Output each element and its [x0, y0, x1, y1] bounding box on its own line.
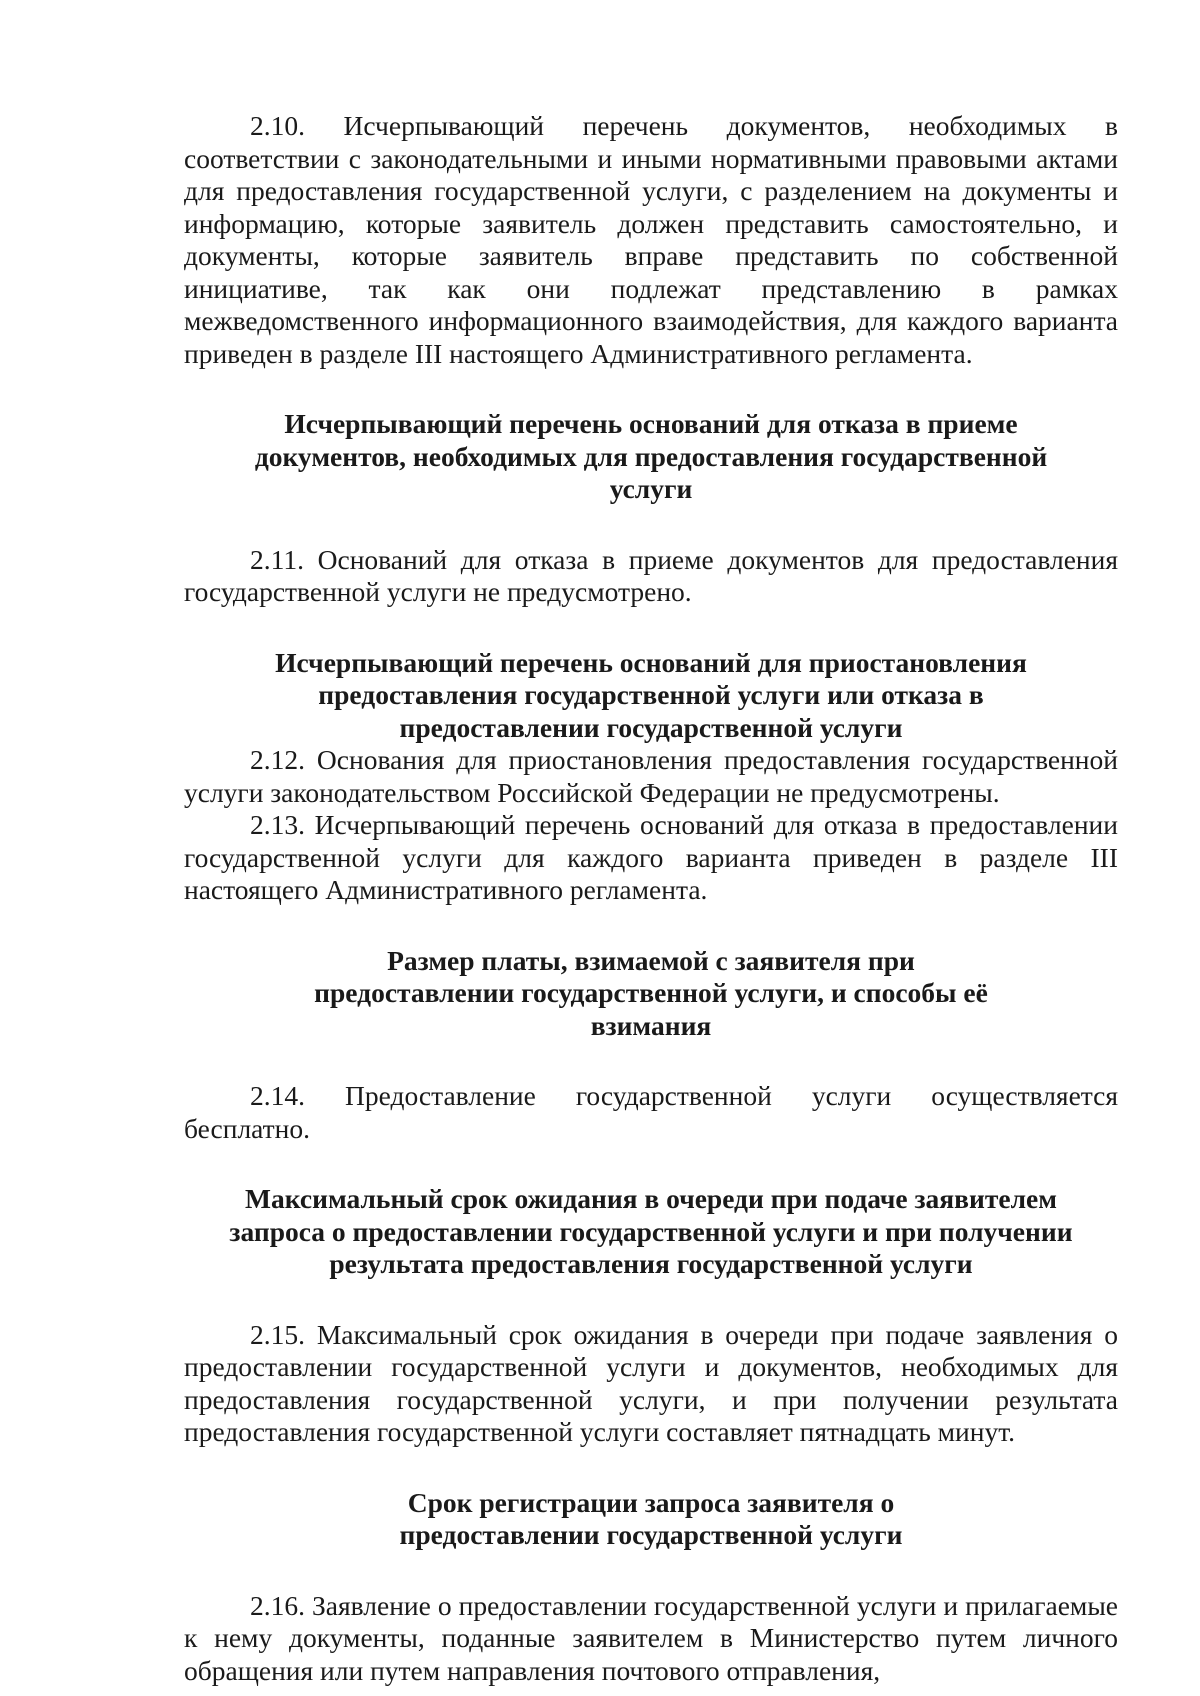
- heading-fee: Размер платы, взимаемой с заявителя при предоставлении государственной услуги, и способы её взимания: [314, 944, 988, 1041]
- paragraph-2-13: 2.13. Исчерпывающий перечень оснований для отказа в предоставлении государственной услуги для каждого варианта приведен в разделе III настоящего Административного регламента.: [184, 809, 1118, 905]
- paragraph-2-14: 2.14. Предоставление государственной услуги осуществляется бесплатно.: [184, 1080, 1118, 1144]
- paragraph-2-15: 2.15. Максимальный срок ожидания в очереди при подаче заявления о предоставлении государственной услуги и документов, необходимых для предоставления государственной услуги, и при получении результата предоставления государственной услуги составляет пятнадцать минут.: [184, 1318, 1118, 1447]
- heading-queue: Максимальный срок ожидания в очереди при подаче заявителем запроса о предоставлении государственной услуги и при получении результата предоставления государственной услуги: [229, 1183, 1073, 1279]
- document-body: [184, 110, 1118, 1687]
- heading-suspension: Исчерпывающий перечень оснований для приостановления предоставления государственной услуги или отказа в предоставлении государственной услуги: [275, 646, 1027, 743]
- paragraph-2-12: 2.12. Основания для приостановления предоставления государственной услуги законодательством Российской Федерации не предусмотрены.: [184, 744, 1118, 808]
- heading-registration: Срок регистрации запроса заявителя о предоставлении государственной услуги: [399, 1486, 903, 1550]
- paragraph-2-16: 2.16. Заявление о предоставлении государственной услуги и прилагаемые к нему документы, поданные заявителем в Министерство путем личного обращения или путем направления почтового отправления,: [184, 1589, 1118, 1686]
- paragraph-2-10: 2.10. Исчерпывающий перечень документов, необходимых в соответствии с законодательными и иными нормативными правовыми актами для предоставления государственной услуги, с разделением на документы и информацию, которые заявитель должен представить самостоятельно, и документы, которые заявитель вправе представить по собственной инициативе, так как они подлежат представлению в рамках межведомственного информационного взаимодействия, для каждого варианта приведен в разделе III настоящего Административного регламента.: [184, 110, 1118, 369]
- paragraph-2-11: 2.11. Оснований для отказа в приеме документов для предоставления государственной услуги не предусмотрено.: [184, 543, 1118, 607]
- heading-refusal-acceptance: Исчерпывающий перечень оснований для отказа в приеме документов, необходимых для предоставления государственной услуги: [254, 408, 1048, 504]
